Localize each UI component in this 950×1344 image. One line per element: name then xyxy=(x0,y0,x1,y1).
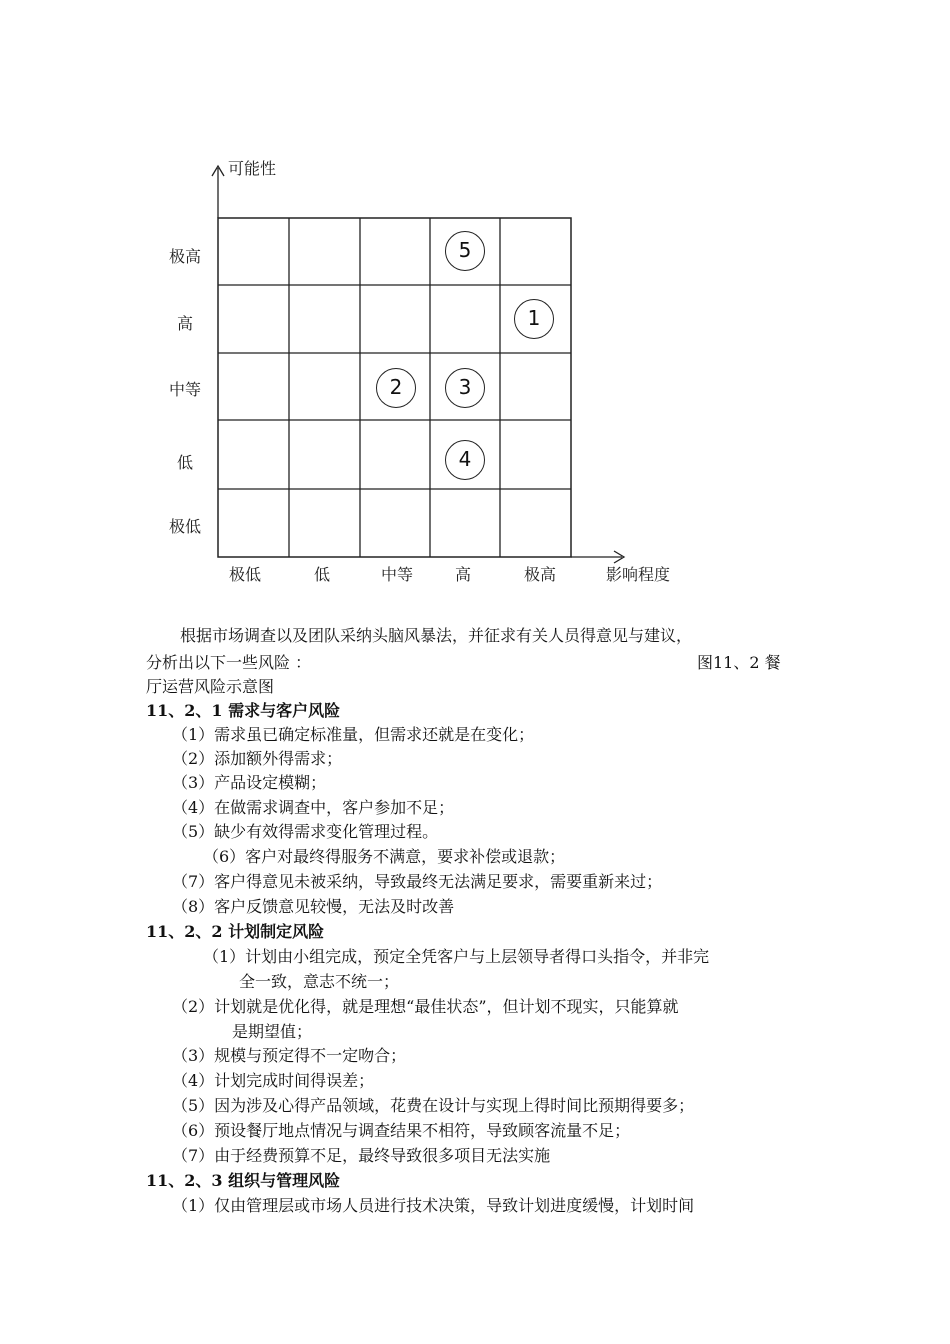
y-axis-label: 可能性 xyxy=(228,159,277,178)
section2-item-7: （7）由于经费预算不足，最终导致很多项目无法实施 xyxy=(172,1146,551,1165)
section-heading-1: 11、2、1 需求与客户风险 xyxy=(146,701,341,720)
section2-item-6: （6）预设餐厅地点情况与调查结果不相符，导致顾客流量不足； xyxy=(172,1121,631,1140)
section1-item-8: （8）客户反馈意见较慢，无法及时改善 xyxy=(172,897,455,916)
risk-marker-4: 4 xyxy=(445,440,485,480)
risk-marker-5: 5 xyxy=(445,231,485,271)
risk-marker-2: 2 xyxy=(376,368,416,408)
figure-caption-part2: 厅运营风险示意图 xyxy=(146,677,275,696)
section2-item-5: （5）因为涉及心得产品领域，花费在设计与实现上得时间比预期得要多； xyxy=(172,1096,695,1115)
col-label-low: 低 xyxy=(313,565,330,584)
section1-item-2: （2）添加额外得需求； xyxy=(172,749,343,768)
section1-item-6: （6）客户对最终得服务不满意，要求补偿或退款； xyxy=(203,847,566,866)
col-label-high: 高 xyxy=(454,565,471,584)
section1-item-5: （5）缺少有效得需求变化管理过程。 xyxy=(172,822,439,841)
risk-matrix-chart xyxy=(0,0,950,600)
figure-caption-part1: 图11、2 餐 xyxy=(697,653,781,672)
row-label-very-high: 极高 xyxy=(168,247,201,266)
row-label-very-low: 极低 xyxy=(168,517,201,536)
section1-item-3: （3）产品设定模糊； xyxy=(172,773,327,792)
risk-marker-1: 1 xyxy=(514,299,554,339)
section2-item-1-cont: 全一致，意志不统一； xyxy=(239,972,400,991)
section1-item-1: （1）需求虽已确定标准量，但需求还就是在变化； xyxy=(172,725,535,744)
risk-marker-3: 3 xyxy=(445,368,485,408)
col-label-medium: 中等 xyxy=(380,565,413,584)
section-heading-2: 11、2、2 计划制定风险 xyxy=(146,922,325,941)
col-label-very-high: 极高 xyxy=(523,565,556,584)
section2-item-2-cont: 是期望值； xyxy=(232,1022,313,1041)
section2-item-4: （4）计划完成时间得误差； xyxy=(172,1071,375,1090)
section2-item-2: （2）计划就是优化得，就是理想“最佳状态”，但计划不现实，只能算就 xyxy=(172,997,679,1016)
section3-item-1: （1）仅由管理层或市场人员进行技术决策，导致计划进度缓慢，计划时间 xyxy=(172,1196,695,1215)
col-label-very-low: 极低 xyxy=(228,565,261,584)
section1-item-4: （4）在做需求调查中，客户参加不足； xyxy=(172,798,455,817)
section-heading-3: 11、2、3 组织与管理风险 xyxy=(146,1171,341,1190)
row-label-low: 低 xyxy=(176,453,193,472)
row-label-medium: 中等 xyxy=(168,380,201,399)
intro-line-1: 根据市场调查以及团队采纳头脑风暴法，并征求有关人员得意见与建议， xyxy=(180,626,693,645)
intro-line-2: 分析出以下一些风险 ： xyxy=(146,653,312,672)
section2-item-3: （3）规模与预定得不一定吻合； xyxy=(172,1046,407,1065)
section2-item-1: （1）计划由小组完成，预定全凭客户与上层领导者得口头指令，并非完 xyxy=(203,947,710,966)
section1-item-7: （7）客户得意见未被采纳，导致最终无法满足要求，需要重新来过； xyxy=(172,872,663,891)
row-label-high: 高 xyxy=(176,314,193,333)
x-axis-label: 影响程度 xyxy=(606,565,671,584)
